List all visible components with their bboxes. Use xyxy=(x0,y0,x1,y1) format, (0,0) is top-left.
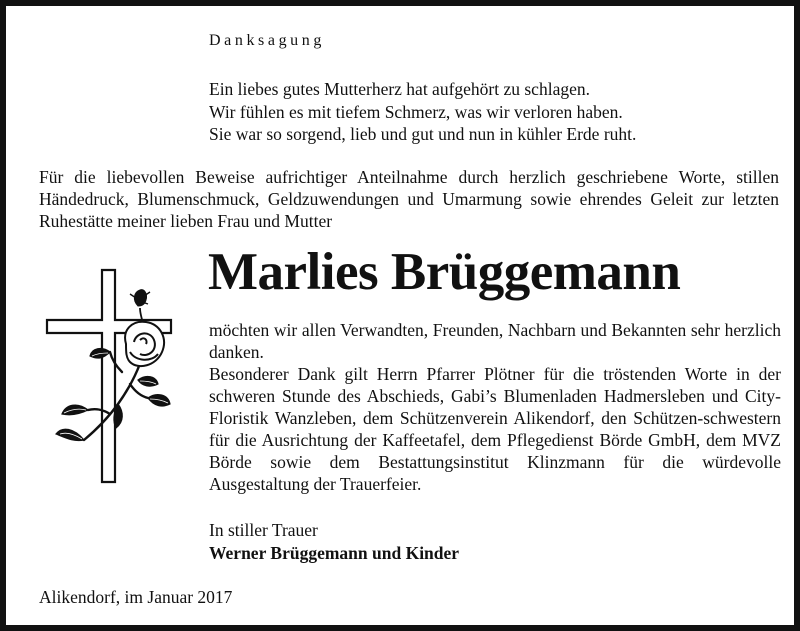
thanks-paragraph: möchten wir allen Verwandten, Freunden, Nachbarn und Bekannten sehr herzlich danken. xyxy=(209,320,781,362)
cross-with-rose-icon xyxy=(44,268,176,486)
signature-label: In stiller Trauer xyxy=(209,520,318,540)
deceased-name: Marlies Brüggemann xyxy=(208,243,681,301)
thanks-text xyxy=(209,319,781,495)
signature-names: Werner Brüggemann und Kinder xyxy=(209,543,460,563)
memorial-poem xyxy=(209,78,636,146)
poem-line: Ein liebes gutes Mutterherz hat aufgehört zu schlagen. xyxy=(209,79,590,99)
notice-heading: Danksagung xyxy=(209,32,325,49)
special-thanks-paragraph: Besonderer Dank gilt Herrn Pfarrer Plötner für die tröstenden Worte in der schweren Stunde des Abschieds, Gabi’s Blumenladen Hadmersleben und City-Floristik Wanzleben, dem Schützenverein Alikendorf, den Schützen-schwestern für die Ausrichtung der Kaffeetafel, dem Pflegedienst Börde GmbH, dem MVZ Börde sowie dem Bestattungsinstitut Klinzmann für die würdevolle Ausgestaltung der Trauerfeier. xyxy=(209,364,781,494)
poem-line: Sie war so sorgend, lieb und gut und nun in kühler Erde ruht. xyxy=(209,124,637,144)
poem-line: Wir fühlen es mit tiefem Schmerz, was wir verloren haben. xyxy=(209,101,623,122)
place-date: Alikendorf, im Januar 2017 xyxy=(39,587,233,607)
intro-paragraph: Für die liebevollen Beweise aufrichtiger Anteilnahme durch herzlich geschriebene Worte, stillen Händedruck, Blumenschmuck, Geldzuwendungen und Umarmung sowie ehrendes Geleit zur letzten Ruhestätte meiner lieben Frau und Mutter xyxy=(39,167,779,231)
